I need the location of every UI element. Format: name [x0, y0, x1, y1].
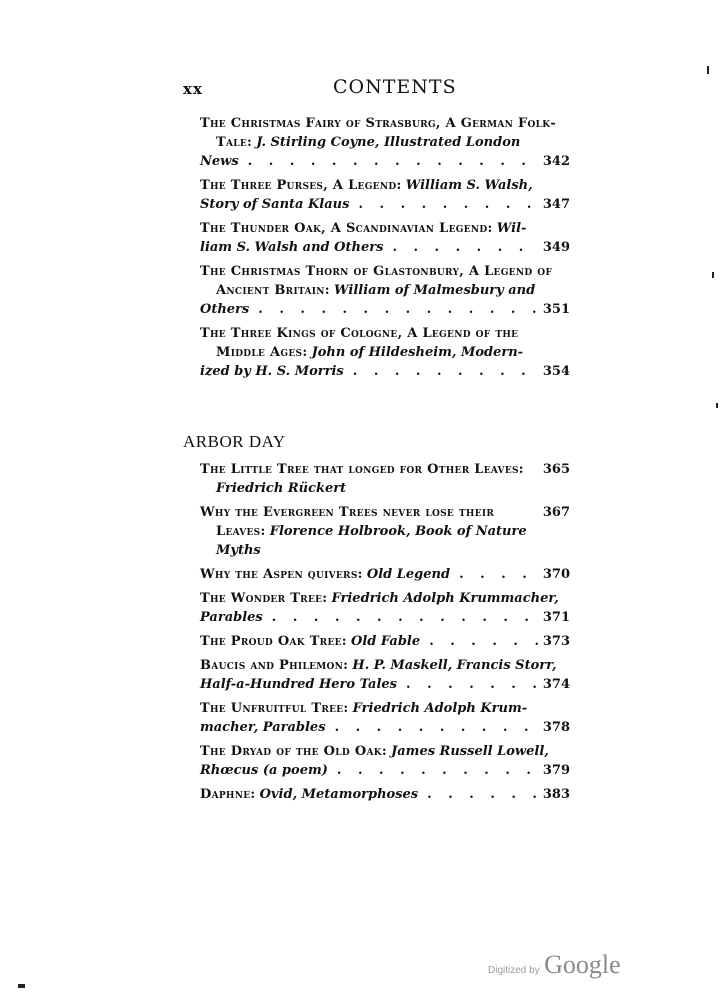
entry-page-number: 347 — [542, 197, 570, 212]
entry-title: The Little Tree that longed for Other Leaves: — [200, 462, 524, 477]
entry-source: macher, Parables — [200, 720, 326, 735]
leader-dots — [387, 238, 540, 257]
toc-entry — [200, 460, 570, 498]
toc-entry — [200, 219, 570, 257]
entry-author: William of Malmesbury and — [334, 283, 536, 298]
toc-entry — [200, 565, 570, 584]
scan-speck — [707, 66, 709, 74]
entry-author: James Russell Lowell, — [391, 744, 549, 759]
entry-source: Others — [200, 302, 250, 317]
entry-page-number: 370 — [542, 567, 570, 582]
entry-source: Parables — [200, 610, 263, 625]
entry-source: liam S. Walsh and Others — [200, 240, 384, 255]
page-header — [183, 76, 573, 106]
toc-entry — [200, 176, 570, 214]
contents-section-arbor-day — [200, 460, 570, 809]
leader-dots — [243, 152, 540, 171]
toc-entry — [200, 262, 570, 319]
entry-title: Daphne: — [200, 787, 256, 802]
entry-title: The Dryad of the Old Oak: — [200, 744, 387, 759]
entry-page-number: 383 — [542, 787, 570, 802]
entry-title: The Proud Oak Tree: — [200, 634, 347, 649]
entry-page-number: 371 — [542, 610, 570, 625]
toc-entry — [200, 114, 570, 171]
entry-source: Old Legend — [366, 567, 451, 582]
entry-title: The Christmas Thorn of Glastonbury, A Legend of Ancient Britain: — [200, 264, 553, 298]
entry-source: Half-a-Hundred Hero Tales — [200, 677, 397, 692]
toc-entry — [200, 324, 570, 381]
scan-speck — [18, 984, 25, 988]
entry-page-number: 365 — [542, 462, 570, 477]
scan-speck — [716, 403, 718, 408]
entry-page-number: 367 — [542, 505, 570, 520]
entry-page-number: 342 — [542, 154, 570, 169]
toc-entry — [200, 589, 570, 627]
section-heading-arbor-day: ARBOR DAY — [183, 432, 286, 451]
entry-author: Friedrich Adolph Krummacher, — [331, 591, 559, 606]
entry-title: The Three Kings of Cologne, A Legend of the Middle Ages: — [200, 326, 519, 360]
entry-source: Florence Holbrook, Book of Nature Myths — [216, 524, 527, 558]
entry-title: Why the Evergreen Trees never lose their Leaves: — [200, 505, 495, 539]
contents-section-christmas — [200, 114, 570, 386]
entry-author: Wil- — [496, 221, 527, 236]
page-title: CONTENTS — [333, 76, 457, 98]
entry-page-number: 349 — [542, 240, 570, 255]
leader-dots — [253, 300, 540, 319]
digitized-label: Digitized by — [488, 965, 540, 976]
leader-dots — [454, 565, 540, 584]
google-logo: Google — [544, 950, 621, 979]
entry-source: Story of Santa Klaus — [200, 197, 350, 212]
toc-entry — [200, 699, 570, 737]
entry-source: Rhœcus (a poem) — [200, 763, 328, 778]
entry-title: Baucis and Philemon: — [200, 658, 349, 673]
entry-author: J. Stirling Coyne, Illustrated London — [256, 135, 521, 150]
entry-page-number: 374 — [542, 677, 570, 692]
entry-source: Ovid, Metamorphoses — [259, 787, 419, 802]
entry-source: Friedrich Rückert — [216, 481, 347, 496]
entry-page-number: 354 — [542, 364, 570, 379]
entry-title: The Wonder Tree: — [200, 591, 328, 606]
toc-entry — [200, 503, 570, 560]
toc-entry — [200, 742, 570, 780]
entry-author: Friedrich Adolph Krum- — [352, 701, 528, 716]
entry-page-number: 379 — [542, 763, 570, 778]
leader-dots — [401, 675, 540, 694]
entry-author: H. P. Maskell, Francis Storr, — [352, 658, 557, 673]
leader-dots — [353, 195, 540, 214]
entry-author: John of Hildesheim, Modern- — [311, 345, 524, 360]
leader-dots — [332, 761, 540, 780]
entry-title: Why the Aspen quivers: — [200, 567, 363, 582]
toc-entry — [200, 656, 570, 694]
entry-author: William S. Walsh, — [405, 178, 533, 193]
page-number: xx — [183, 80, 203, 98]
entry-page-number: 378 — [542, 720, 570, 735]
digitized-watermark — [488, 950, 621, 980]
entry-title: The Unfruitful Tree: — [200, 701, 349, 716]
entry-source: Old Fable — [351, 634, 421, 649]
entry-page-number: 373 — [542, 634, 570, 649]
leader-dots — [267, 608, 540, 627]
scan-speck — [712, 272, 714, 278]
leader-dots — [348, 362, 540, 381]
toc-entry — [200, 785, 570, 804]
entry-source: News — [200, 154, 239, 169]
leader-dots — [422, 785, 540, 804]
toc-entry — [200, 632, 570, 651]
entry-title: The Thunder Oak, A Scandinavian Legend: — [200, 221, 493, 236]
leader-dots — [424, 632, 540, 651]
entry-source: ized by H. S. Morris — [200, 364, 344, 379]
entry-page-number: 351 — [542, 302, 570, 317]
entry-title: The Christmas Fairy of Strasburg, A German Folk-Tale: — [200, 116, 557, 150]
entry-title: The Three Purses, A Legend: — [200, 178, 402, 193]
leader-dots — [330, 718, 540, 737]
